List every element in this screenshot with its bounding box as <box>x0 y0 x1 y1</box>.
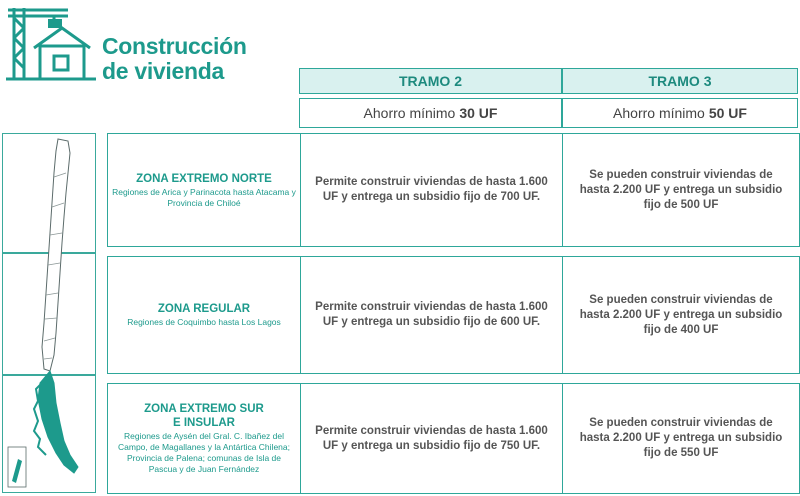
zone-regions: Regiones de Arica y Parinacota hasta Atacama y Provincia de Chiloé <box>112 186 296 208</box>
crane-house-icon <box>4 4 96 84</box>
tramo2-header: TRAMO 2 <box>299 68 562 94</box>
tramo3-header: TRAMO 3 <box>562 68 798 94</box>
chile-map-icon <box>2 133 96 493</box>
zone-name: ZONA EXTREMO NORTE <box>136 172 272 185</box>
zone-cell <box>108 257 301 373</box>
zone-name-line-2: E INSULAR <box>173 417 235 429</box>
tramo2-cell: Permite construir viviendas de hasta 1.600 UF y entrega un subsidio fijo de 750 UF. <box>301 384 563 493</box>
zone-name: ZONA EXTREMO SUR <box>144 403 264 415</box>
tramo2-cell: Permite construir viviendas de hasta 1.600 UF y entrega un subsidio fijo de 700 UF. <box>301 134 563 246</box>
ahorro-label: Ahorro mínimo <box>613 105 705 121</box>
title-line-1: Construcción <box>102 33 247 59</box>
zone-regions: Regiones de Coquimbo hasta Los Lagos <box>127 317 281 327</box>
ahorro-value: 30 UF <box>459 105 498 121</box>
ahorro-label: Ahorro mínimo <box>363 105 456 121</box>
tramo3-ahorro <box>562 98 798 128</box>
tramo3-cell: Se pueden construir viviendas de hasta 2.200 UF y entrega un subsidio fijo de 500 UF <box>579 168 783 211</box>
table-row <box>107 133 800 247</box>
title-line-2: de vivienda <box>102 58 224 84</box>
zone-cell <box>108 134 301 246</box>
page-title <box>102 34 247 84</box>
zone-regions: Regiones de Aysén del Gral. C. Ibañez del Campo, de Magallanes y la Antártica Chilena; Provincia de Palena; comunas de Isla de Pascua y de Juan Fernández <box>118 431 290 474</box>
tramo2-cell: Permite construir viviendas de hasta 1.600 UF y entrega un subsidio fijo de 600 UF. <box>301 257 563 373</box>
tramo3-cell: Se pueden construir viviendas de hasta 2.200 UF y entrega un subsidio fijo de 550 UF <box>579 417 783 459</box>
ahorro-value: 50 UF <box>708 105 747 121</box>
zone-cell <box>108 384 301 493</box>
tramo3-cell: Se pueden construir viviendas de hasta 2.200 UF y entrega un subsidio fijo de 400 UF <box>579 293 783 336</box>
table-row <box>107 256 800 374</box>
chile-map-column <box>2 133 96 493</box>
tramo2-ahorro <box>299 98 562 128</box>
zone-name: ZONA REGULAR <box>157 303 251 315</box>
table-row <box>107 383 800 494</box>
